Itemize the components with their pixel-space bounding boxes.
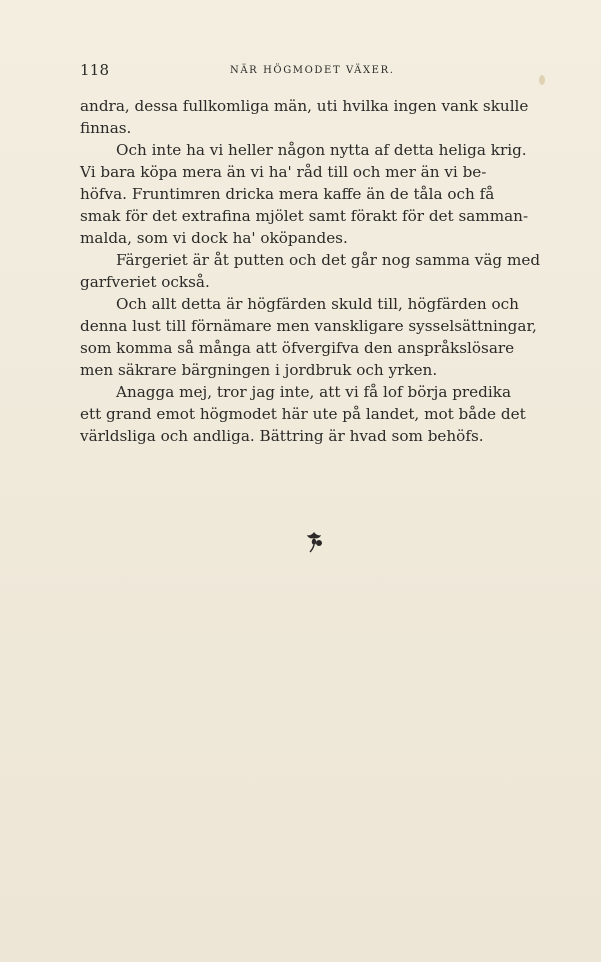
page-header <box>80 61 552 81</box>
page-number: 118 <box>80 61 110 79</box>
text-line: Och inte ha vi heller någon nytta af detta heliga krig. <box>116 141 527 159</box>
text-line: som komma så många att öfvergifva den anspråkslösare <box>80 339 515 357</box>
fleuron-icon <box>303 530 325 554</box>
text-line: smak för det extrafina mjölet samt förakt för det samman- <box>80 207 529 225</box>
text-line: världsliga och andliga. Bättring är hvad som behöfs. <box>80 427 484 445</box>
text-line: Anagga mej, tror jag inte, att vi få lof börja predika <box>116 383 512 401</box>
text-line: andra, dessa fullkomliga män, uti hvilka ingen vank skulle <box>80 97 529 115</box>
text-line: höfva. Fruntimren dricka mera kaffe än de tåla och få <box>80 185 495 203</box>
text-line: Färgeriet är åt putten och det går nog samma väg med <box>116 251 541 269</box>
text-line: denna lust till förnämare men vanskligare sysselsättningar, <box>80 317 537 335</box>
text-line: men säkrare bärgningen i jordbruk och yrken. <box>80 361 438 379</box>
text-line: finnas. <box>80 119 132 137</box>
body-text <box>80 95 552 447</box>
running-head: NÄR HÖGMODET VÄXER. <box>230 65 395 76</box>
text-line: Och allt detta är högfärden skuld till, högfärden och <box>116 295 519 313</box>
text-line: malda, som vi dock ha' oköpandes. <box>80 229 348 247</box>
text-line: ett grand emot högmodet här ute på landet, mot både det <box>80 405 526 423</box>
text-line: Vi bara köpa mera än vi ha' råd till och mer än vi be- <box>80 163 487 181</box>
text-line: garfveriet också. <box>80 273 210 291</box>
